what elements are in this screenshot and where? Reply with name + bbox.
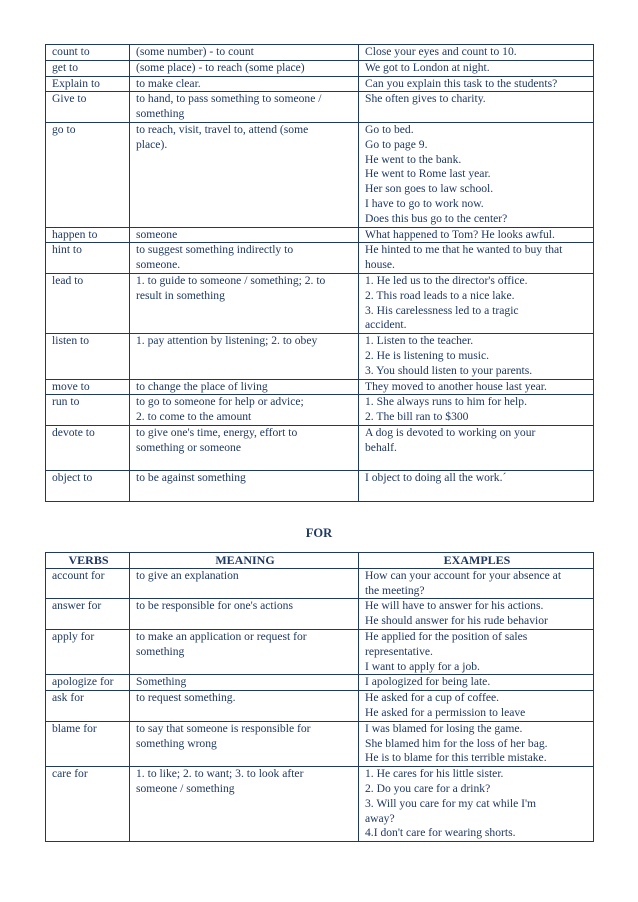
examples-cell [359,629,594,674]
examples-cell [359,92,594,123]
verb-cell [46,425,130,470]
meaning-line: something or someone [136,440,241,454]
examples-line: Close your eyes and count to 10. [365,45,517,58]
examples-cell [359,334,594,379]
examples-line: 4.I don't care for wearing shorts. [365,826,516,840]
table-row [46,227,594,243]
examples-line: I want to apply for a job. [365,659,480,673]
examples-line: Does this bus go to the center? [365,211,508,225]
examples-cell [359,273,594,333]
examples-line: Can you explain this task to the students? [365,76,558,90]
examples-line: Go to page 9. [365,137,428,151]
examples-cell [359,122,594,227]
examples-line: He asked for a cup of coffee. [365,691,500,705]
meaning-cell [130,395,359,426]
meaning-line: 2. to come to the amount [136,410,252,424]
examples-cell [359,599,594,630]
meaning-cell [130,243,359,274]
examples-line: 3. Will you care for my cat while I'm [365,796,537,810]
verb-cell [46,273,130,333]
examples-line: He should answer for his rude behavior [365,614,548,628]
verb-line: go to [52,122,76,136]
to-verbs-table [45,44,594,502]
meaning-cell [130,379,359,395]
verb-line: Give to [52,92,87,106]
meaning-line: to give one's time, energy, effort to [136,425,298,439]
meaning-cell [130,599,359,630]
examples-line: 3. His carelessness led to a tragic [365,303,519,317]
table-row [46,379,594,395]
header-examples: EXAMPLES [359,553,594,569]
examples-line: He went to the bank. [365,152,462,166]
table-row [46,243,594,274]
examples-line: He asked for a permission to leave [365,705,526,719]
meaning-cell [130,45,359,61]
verb-line: apologize for [52,675,114,689]
examples-line: 1. She always runs to him for help. [365,395,527,409]
meaning-cell [130,767,359,842]
table-row [46,691,594,722]
verb-cell [46,721,130,766]
section-heading-for: FOR [305,526,333,540]
meaning-line: to go to someone for help or advice; [136,395,304,409]
examples-line: I apologized for being late. [365,675,491,689]
meaning-line: to request something. [136,691,236,705]
verb-line: object to [52,471,93,485]
examples-line: What happened to Tom? He looks awful. [365,227,555,241]
meaning-cell [130,425,359,470]
examples-cell [359,60,594,76]
examples-line: representative. [365,644,433,658]
table-row [46,767,594,842]
table-row [46,76,594,92]
examples-line: 2. This road leads to a nice lake. [365,288,515,302]
meaning-line: someone [136,227,178,241]
examples-cell [359,76,594,92]
verb-line: devote to [52,425,95,439]
examples-line: away? [365,811,395,825]
verb-line: listen to [52,334,90,348]
examples-cell [359,45,594,61]
examples-cell [359,243,594,274]
examples-cell [359,395,594,426]
meaning-line: to be against something [136,471,246,485]
examples-cell [359,691,594,722]
table-row [46,60,594,76]
meaning-cell [130,273,359,333]
table-row [46,395,594,426]
examples-line: I was blamed for losing the game. [365,721,523,735]
verb-cell [46,92,130,123]
verb-cell [46,675,130,691]
meaning-line: place). [136,137,168,151]
meaning-cell [130,471,359,502]
examples-line: They moved to another house last year. [365,379,547,393]
verb-cell [46,243,130,274]
examples-line [365,486,589,501]
header-meaning: MEANING [130,553,359,569]
verb-cell [46,568,130,599]
examples-cell [359,379,594,395]
meaning-line: 1. pay attention by listening; 2. to obey [136,334,318,348]
meaning-line: to reach, visit, travel to, attend (some [136,122,309,136]
examples-line: 2. The bill ran to $300 [365,410,469,424]
examples-line: Go to bed. [365,122,414,136]
verb-cell [46,599,130,630]
table-row [46,629,594,674]
examples-line: the meeting? [365,583,425,597]
table-row [46,721,594,766]
examples-line: behalf. [365,440,397,454]
examples-line: 1. He cares for his little sister. [365,767,504,781]
verb-line: run to [52,395,80,409]
meaning-cell [130,227,359,243]
examples-cell [359,675,594,691]
verb-line: ask for [52,691,84,705]
verb-line: answer for [52,599,102,613]
verb-line: care for [52,767,88,781]
examples-cell [359,721,594,766]
meaning-line: (some place) - to reach (some place) [136,60,305,74]
to-verbs-body [46,45,594,502]
examples-line: She often gives to charity. [365,92,486,106]
table-row [46,122,594,227]
examples-line: 1. He led us to the director's office. [365,273,528,287]
verb-cell [46,629,130,674]
examples-line: 1. Listen to the teacher. [365,334,474,348]
verb-line: happen to [52,227,98,241]
verb-cell [46,227,130,243]
examples-line: 2. He is listening to music. [365,348,489,362]
verb-cell [46,122,130,227]
table-row [46,92,594,123]
header-verbs: VERBS [46,553,130,569]
table-row [46,334,594,379]
verb-line: lead to [52,273,84,287]
meaning-line: something wrong [136,736,217,750]
meaning-line: to make an application or request for [136,629,307,643]
verb-line: blame for [52,721,97,735]
meaning-cell [130,334,359,379]
verb-line: count to [52,45,90,58]
meaning-line: something [136,644,185,658]
examples-line: How can your account for your absence at [365,568,562,582]
verb-cell [46,767,130,842]
meaning-line: Something [136,675,187,689]
table-row [46,599,594,630]
meaning-cell [130,675,359,691]
meaning-line: to be responsible for one's actions [136,599,293,613]
verb-cell [46,691,130,722]
meaning-line: something [136,107,185,121]
verb-cell [46,379,130,395]
verb-cell [46,334,130,379]
meaning-line: result in something [136,288,225,302]
meaning-line: someone. [136,258,181,272]
examples-line: 3. You should listen to your parents. [365,363,533,377]
verb-cell [46,471,130,502]
examples-line: He is to blame for this terrible mistake. [365,751,547,765]
for-verbs-body [46,568,594,841]
verb-cell [46,45,130,61]
meaning-line: (some number) - to count [136,45,254,58]
examples-cell [359,227,594,243]
verb-cell [46,60,130,76]
examples-line: She blamed him for the loss of her bag. [365,736,548,750]
meaning-line: to suggest something indirectly to [136,243,294,257]
examples-line: accident. [365,318,407,332]
table-row [46,425,594,470]
meaning-cell [130,122,359,227]
examples-line: house. [365,258,395,272]
meaning-cell [130,60,359,76]
table-row [46,675,594,691]
meaning-line: someone / something [136,781,235,795]
meaning-line: to make clear. [136,76,201,90]
table-row [46,45,594,61]
meaning-line: to give an explanation [136,568,239,582]
examples-line: He applied for the position of sales [365,629,528,643]
examples-line [365,456,589,471]
examples-cell [359,471,594,502]
verb-line: apply for [52,629,95,643]
header-row [46,553,594,569]
meaning-cell [130,76,359,92]
examples-line: Her son goes to law school. [365,182,494,196]
examples-line: He went to Rome last year. [365,167,491,181]
meaning-line: 1. to guide to someone / something; 2. to [136,273,326,287]
meaning-cell [130,92,359,123]
examples-line: We got to London at night. [365,60,490,74]
verb-cell [46,76,130,92]
table-row [46,568,594,599]
examples-cell [359,568,594,599]
examples-cell [359,767,594,842]
for-verbs-table [45,552,594,842]
examples-line: He will have to answer for his actions. [365,599,544,613]
verb-line: hint to [52,243,82,257]
meaning-cell [130,568,359,599]
examples-line: 2. Do you care for a drink? [365,781,491,795]
examples-line: A dog is devoted to working on your [365,425,536,439]
meaning-cell [130,629,359,674]
verb-line: Explain to [52,76,100,90]
meaning-cell [130,691,359,722]
examples-cell [359,425,594,470]
meaning-line: to hand, to pass something to someone / [136,92,322,106]
verb-line: move to [52,379,90,393]
meaning-cell [130,721,359,766]
verb-cell [46,395,130,426]
table-row [46,273,594,333]
meaning-line: to say that someone is responsible for [136,721,311,735]
verb-line: account for [52,568,105,582]
examples-line: I object to doing all the work.´ [365,471,507,485]
meaning-line: 1. to like; 2. to want; 3. to look after [136,767,304,781]
examples-line: I have to go to work now. [365,196,484,210]
table-row [46,471,594,502]
verb-line: get to [52,60,79,74]
meaning-line: to change the place of living [136,379,268,393]
examples-line: He hinted to me that he wanted to buy that [365,243,563,257]
